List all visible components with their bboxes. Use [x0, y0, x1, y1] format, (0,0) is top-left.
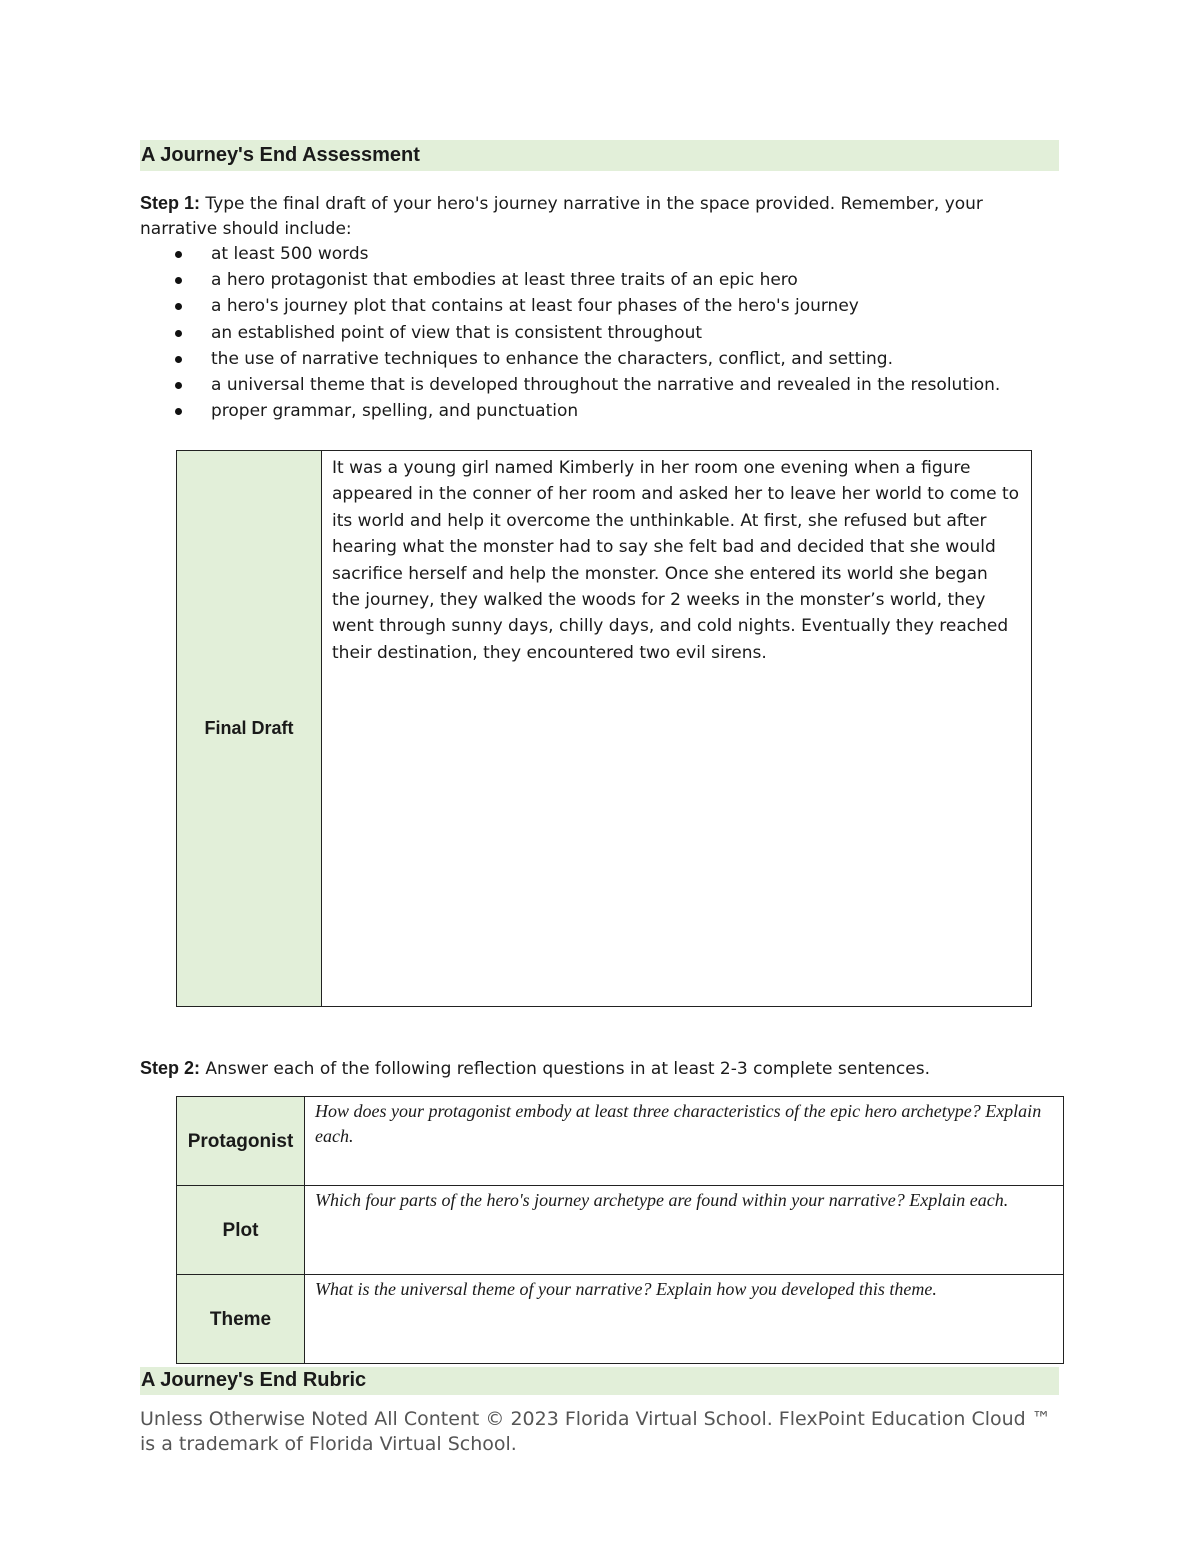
step1-label: Step 1:: [140, 193, 201, 213]
reflection-label-protagonist: Protagonist: [177, 1097, 305, 1186]
reflection-question-protagonist[interactable]: How does your protagonist embody at least three characteristics of the epic hero archetype? Explain each.: [305, 1097, 1064, 1186]
list-item: at least 500 words: [140, 241, 1040, 267]
list-item: a hero protagonist that embodies at least three traits of an epic hero: [140, 267, 1040, 293]
list-item: proper grammar, spelling, and punctuation: [140, 398, 1040, 424]
step2-label: Step 2:: [140, 1058, 201, 1078]
reflection-label-theme: Theme: [177, 1275, 305, 1364]
rubric-title: A Journey's End Rubric: [140, 1367, 1059, 1395]
step1-instructions: [140, 191, 1040, 242]
step1-text: Type the final draft of your hero's journey narrative in the space provided. Remember, your narrative should include:: [140, 194, 983, 239]
reflection-question-theme[interactable]: What is the universal theme of your narrative? Explain how you developed this theme.: [305, 1275, 1064, 1364]
step2-text: Answer each of the following reflection questions in at least 2-3 complete sentences.: [200, 1059, 930, 1079]
step2-instructions: [140, 1056, 1040, 1082]
list-item: a hero's journey plot that contains at least four phases of the hero's journey: [140, 293, 1040, 319]
copyright-footer: Unless Otherwise Noted All Content © 2023 Florida Virtual School. FlexPoint Education Cloud ™ is a trademark of Florida Virtual School.: [140, 1408, 1051, 1455]
reflection-table: [176, 1096, 1064, 1364]
reflection-question-plot[interactable]: Which four parts of the hero's journey archetype are found within your narrative? Explain each.: [305, 1186, 1064, 1275]
list-item: a universal theme that is developed throughout the narrative and revealed in the resolution.: [140, 372, 1040, 398]
assessment-title: A Journey's End Assessment: [140, 140, 1059, 171]
list-item: an established point of view that is consistent throughout: [140, 320, 1040, 346]
list-item: the use of narrative techniques to enhance the characters, conflict, and setting.: [140, 346, 1040, 372]
final-draft-label: Final Draft: [177, 451, 322, 1007]
final-draft-table: [176, 450, 1032, 1007]
table-row: [177, 1275, 1064, 1364]
final-draft-text[interactable]: It was a young girl named Kimberly in her room one evening when a figure appeared in the conner of her room and asked her to leave her world to come to its world and help it overcome the unthinkable. At first, she refused but after hearing what the monster had to say she felt bad and decided that she would sacrifice herself and help the monster. Once she entered its world she began the journey, they walked the woods for 2 weeks in the monster’s world, they went through sunny days, chilly days, and cold nights. Eventually they reached their destination, they encountered two evil sirens.: [322, 451, 1032, 1007]
table-row: [177, 1186, 1064, 1275]
reflection-label-plot: Plot: [177, 1186, 305, 1275]
requirements-list: [140, 241, 1040, 424]
table-row: [177, 1097, 1064, 1186]
